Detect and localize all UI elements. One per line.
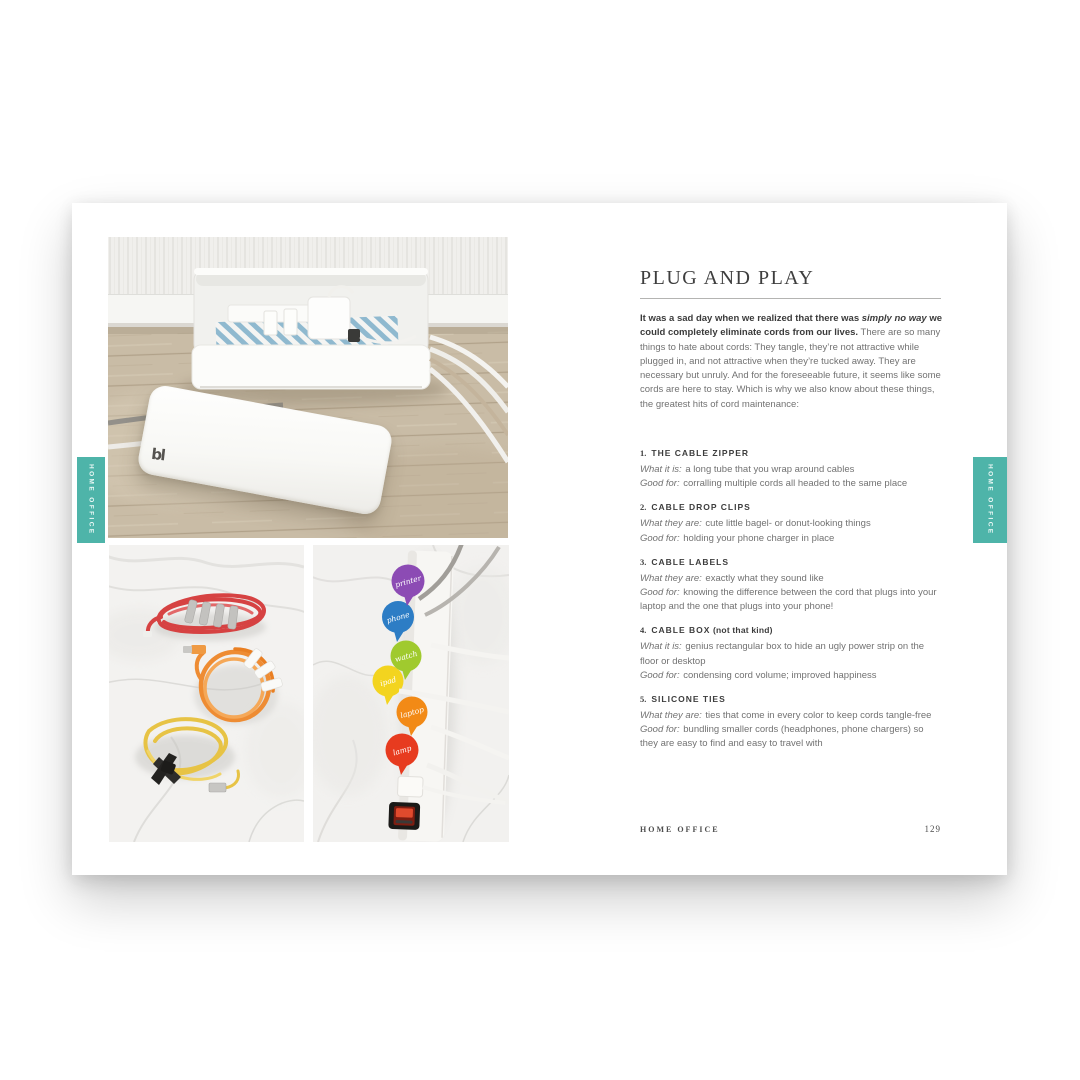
svg-text:ipad: ipad xyxy=(378,674,398,689)
item-name-suffix: (not that kind) xyxy=(710,625,773,636)
item-heading xyxy=(640,447,942,460)
page-footer xyxy=(640,824,941,834)
photo-cable-ties xyxy=(109,545,304,842)
item-name: CABLE BOX xyxy=(651,625,711,636)
item-heading xyxy=(640,693,942,706)
photo-cable-labels xyxy=(313,545,509,842)
intro-rest: There are so many things to hate about cords: They tangle, they’re not attractive while plugged in, and not attractive when they’re tucked away. They are necessary but unruly. And for the foreseeable future, it seems like some cords are here to stay. Which is why we also know about these things, the greatest hits of cord maintenance: xyxy=(640,327,941,410)
item-number: 4. xyxy=(640,625,647,636)
svg-text:phone: phone xyxy=(385,609,411,626)
intro-bold-italic: simply no way xyxy=(861,313,927,324)
item-number: 3. xyxy=(640,556,647,567)
cable-box-bin xyxy=(192,268,430,389)
white-plug xyxy=(397,776,423,797)
item-what: What it is: genius rectangular box to hide an ugly power strip on the floor or desktop xyxy=(640,641,925,667)
item-name: CABLE LABELS xyxy=(651,556,730,567)
list-item-cable-box xyxy=(640,624,942,683)
svg-text:watch: watch xyxy=(393,648,419,664)
item-number: 5. xyxy=(640,694,647,705)
white-plug xyxy=(264,311,277,335)
footer-page-number: 129 xyxy=(924,824,941,834)
item-good: Good for: bundling smaller cords (headphones, phone chargers) so they are easy to find and easy to travel with xyxy=(640,724,924,750)
list-item-cable-drop-clips xyxy=(640,501,942,545)
item-what: What they are: ties that come in every color to keep cords tangle-free xyxy=(640,710,932,722)
footer-section-label: HOME OFFICE xyxy=(640,825,720,834)
page-title: PLUG AND PLAY xyxy=(640,267,815,289)
power-adapter xyxy=(308,297,350,339)
item-name: SILICONE TIES xyxy=(651,694,726,705)
power-switch xyxy=(388,802,420,830)
title-rule xyxy=(640,298,941,299)
section-tab-left-label: HOME OFFICE xyxy=(87,464,95,536)
item-name: CABLE DROP CLIPS xyxy=(651,502,751,513)
intro-bold-part2: we could completely eliminate cords from our lives. xyxy=(640,313,942,339)
cable-labels-illustration xyxy=(313,545,509,842)
list-item-cable-zipper xyxy=(640,447,942,491)
item-heading xyxy=(640,501,942,514)
black-connector xyxy=(348,329,360,342)
article xyxy=(640,203,942,875)
item-heading xyxy=(640,556,942,569)
item-what: What it is: a long tube that you wrap around cables xyxy=(640,464,855,475)
list-item-cable-labels xyxy=(640,556,942,615)
intro-paragraph xyxy=(640,312,942,412)
svg-text:lamp: lamp xyxy=(391,743,413,758)
item-good: Good for: condensing cord volume; improved happiness xyxy=(640,669,877,681)
section-tab-right-label: HOME OFFICE xyxy=(986,464,994,536)
bluelounge-logo: bl xyxy=(150,444,166,465)
item-number: 2. xyxy=(640,502,647,513)
item-heading xyxy=(640,624,942,637)
white-plug xyxy=(284,309,297,335)
item-what: What they are: cute little bagel- or donut-looking things xyxy=(640,518,871,530)
cable-ties-illustration xyxy=(109,545,304,842)
product-list xyxy=(640,447,942,762)
svg-text:laptop: laptop xyxy=(399,704,425,721)
book-spread xyxy=(72,203,1007,875)
svg-text:printer: printer xyxy=(394,573,423,590)
photo-cable-box xyxy=(108,237,508,538)
section-tab-right xyxy=(973,457,1007,543)
item-good: Good for: knowing the difference between the cord that plugs into your laptop and the one that plugs into your phone! xyxy=(640,587,937,613)
item-number: 1. xyxy=(640,448,647,458)
item-good: Good for: holding your phone charger in place xyxy=(640,532,835,544)
item-name: THE CABLE ZIPPER xyxy=(651,448,750,458)
list-item-silicone-ties xyxy=(640,693,942,752)
item-good: Good for: corralling multiple cords all headed to the same place xyxy=(640,478,908,490)
item-what: What they are: exactly what they sound like xyxy=(640,572,824,584)
intro-bold-part1: It was a sad day when we realized that there was xyxy=(640,313,862,324)
section-tab-left xyxy=(77,457,105,543)
